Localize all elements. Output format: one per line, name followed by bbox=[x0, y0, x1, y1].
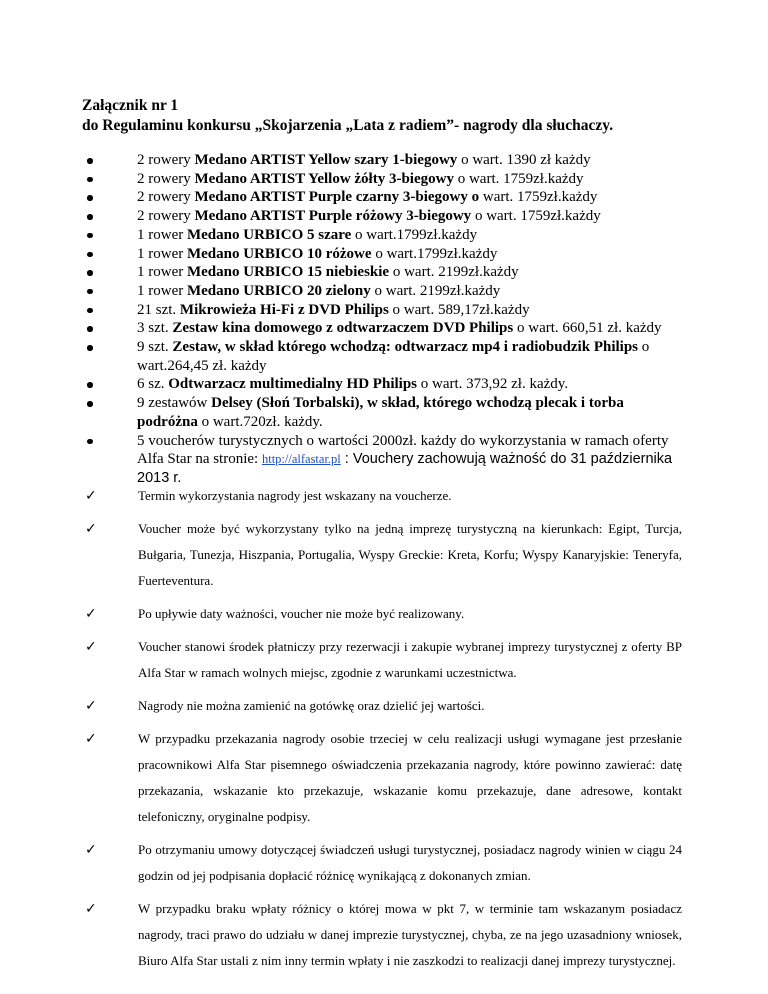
term-item: ✓ W przypadku braku wpłaty różnicy o której mowa w pkt 7, w terminie tam wskazanym posiadacz nagrody, traci prawo do udziału w danej imprezie turystycznej, chyba, ze na jego uzasadniony wniosek, Biuro Alfa Star ustali z nim inny termin wpłaty i nie zaszkodzi to realizacji danej imprezy turystycznej. bbox=[82, 896, 682, 975]
prize-item: 1 rower Medano URBICO 15 niebieskie o wart. 2199zł.każdy bbox=[82, 263, 682, 282]
term-item: ✓ Nagrody nie można zamienić na gotówkę oraz dzielić jej wartości. bbox=[82, 693, 682, 719]
prize-item: 2 rowery Medano ARTIST Purple różowy 3-biegowy o wart. 1759zł.każdy bbox=[82, 207, 682, 226]
prize-item: 1 rower Medano URBICO 20 zielony o wart. 2199zł.każdy bbox=[82, 282, 682, 301]
prize-item: 2 rowery Medano ARTIST Yellow żółty 3-biegowy o wart. 1759zł.każdy bbox=[82, 170, 682, 189]
term-item: ✓ Po upływie daty ważności, voucher nie może być realizowany. bbox=[82, 601, 682, 627]
term-item: ✓ Voucher stanowi środek płatniczy przy rezerwacji i zakupie wybranej imprezy turystycznej z oferty BP Alfa Star w ramach wolnych miejsc, zgodnie z warunkami uczestnictwa. bbox=[82, 634, 682, 686]
prize-list bbox=[82, 151, 682, 488]
prize-item: 1 rower Medano URBICO 5 szare o wart.1799zł.każdy bbox=[82, 226, 682, 245]
prize-item: 2 rowery Medano ARTIST Yellow szary 1-biegowy o wart. 1390 zł każdy bbox=[82, 151, 682, 170]
prize-item: 9 zestawów Delsey (Słoń Torbalski), w skład, którego wchodzą plecak i torba podróżna o wart.720zł. każdy. bbox=[82, 394, 682, 431]
prize-item: 2 rowery Medano ARTIST Purple czarny 3-biegowy o wart. 1759zł.każdy bbox=[82, 188, 682, 207]
prize-item: 3 szt. Zestaw kina domowego z odtwarzaczem DVD Philips o wart. 660,51 zł. każdy bbox=[82, 319, 682, 338]
regulation-subtitle: do Regulaminu konkursu „Skojarzenia „Lata z radiem”- nagrody dla słuchaczy. bbox=[82, 117, 614, 134]
voucher-item: 5 voucherów turystycznych o wartości 2000zł. każdy do wykorzystania w ramach oferty Alfa Star na stronie: http://alfastar.pl : Vouchery zachowują ważność do 31 października 2013 r. bbox=[82, 432, 682, 488]
attachment-title: Załącznik nr 1 bbox=[82, 97, 179, 114]
alfastar-link[interactable]: http://alfastar.pl bbox=[261, 452, 341, 467]
term-item: ✓ W przypadku przekazania nagrody osobie trzeciej w celu realizacji usługi wymagane jest przesłanie pracownikowi Alfa Star pisemnego oświadczenia przekazania nagrody, które powinno zawierać: datę przekazania, wskazanie kto przekazuje, wskazanie komu przekazuje, dane adresowe, kontakt telefoniczny, oryginalne podpisy. bbox=[82, 726, 682, 831]
prize-item: 6 sz. Odtwarzacz multimedialny HD Philips o wart. 373,92 zł. każdy. bbox=[82, 375, 682, 394]
prize-item: 1 rower Medano URBICO 10 różowe o wart.1799zł.każdy bbox=[82, 245, 682, 264]
prize-item: 9 szt. Zestaw, w skład którego wchodzą: odtwarzacz mp4 i radiobudzik Philips o wart.264,45 zł. każdy bbox=[82, 338, 682, 375]
term-item: ✓ Voucher może być wykorzystany tylko na jedną imprezę turystyczną na kierunkach: Egipt, Turcja, Bułgaria, Tunezja, Hiszpania, Portugalia, Wyspy Greckie: Kreta, Korfu; Wyspy Kanaryjskie: Teneryfa, Fuerteventura. bbox=[82, 516, 682, 595]
document-header bbox=[82, 96, 722, 136]
prize-item: 21 szt. Mikrowieża Hi-Fi z DVD Philips o wart. 589,17zł.każdy bbox=[82, 301, 682, 320]
term-item: ✓ Termin wykorzystania nagrody jest wskazany na voucherze. bbox=[82, 483, 682, 509]
terms-list bbox=[82, 483, 682, 981]
term-item: ✓ Po otrzymaniu umowy dotyczącej świadczeń usługi turystycznej, posiadacz nagrody winien w ciągu 24 godzin od jej podpisania dopłacić różnicę wynikającą z dokonanych zmian. bbox=[82, 837, 682, 889]
